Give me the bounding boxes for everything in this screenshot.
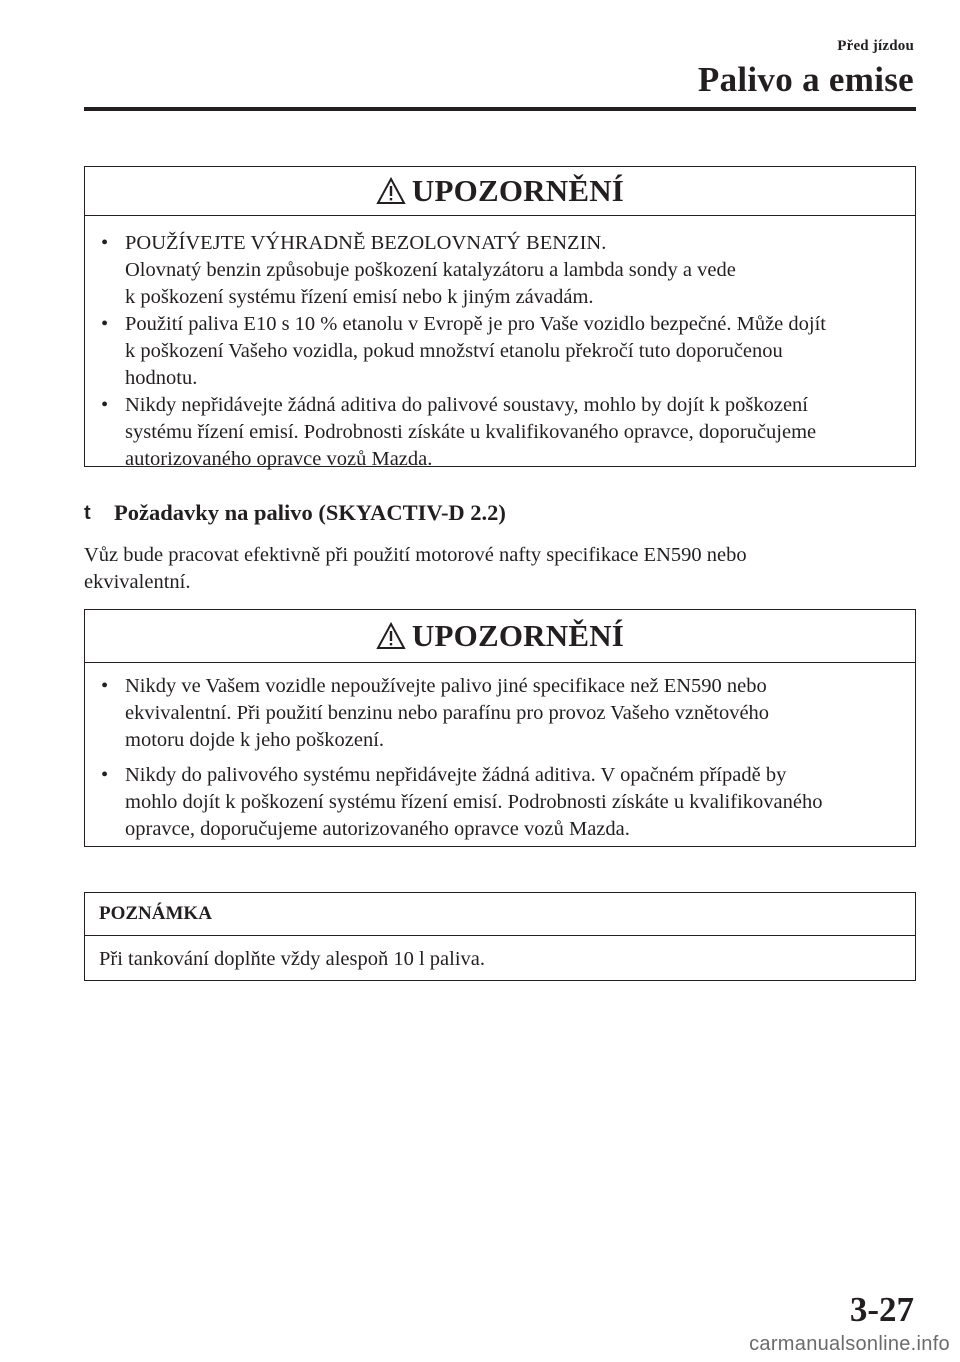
bullet: •: [101, 675, 109, 697]
caution-box-1-title: UPOZORNĚNÍ: [411, 173, 625, 208]
section-marker: t: [84, 501, 91, 524]
warning-icon: [376, 177, 406, 205]
bullet: •: [101, 232, 109, 254]
warning-icon: [376, 622, 406, 650]
caution-box-1-body: [85, 216, 915, 483]
caution-box-2-title: UPOZORNĚNÍ: [411, 618, 625, 653]
list-item: [101, 230, 899, 311]
caution-box-2-header: [85, 610, 915, 663]
header-section-label: Před jízdou: [837, 38, 914, 54]
list-item: [101, 392, 899, 473]
list-item-text: Nikdy do palivového systému nepřidávejte žádná aditiva. V opačném případě by mohlo dojít k poškození systému řízení emisí. Podrobnosti získáte u kvalifikovaného opravce, doporučujeme autorizovaného opravce vozů Mazda.: [125, 764, 823, 840]
caution-box-2-body: [85, 663, 915, 853]
section-heading: [84, 500, 506, 526]
list-item-text: Nikdy ve Vašem vozidle nepoužívejte palivo jiné specifikace než EN590 nebo ekvivalentní. Při použití benzinu nebo parafínu pro provoz Vašeho vznětového motoru dojde k jeho poškození.: [125, 675, 770, 751]
list-item-text: POUŽÍVEJTE VÝHRADNĚ BEZOLOVNATÝ BENZIN. Olovnatý benzin způsobuje poškození katalyzátoru a lambda sondy a vede k poškození systému řízení emisí nebo k jiným závadám.: [125, 232, 736, 308]
list-item: [101, 311, 899, 392]
note-box: [84, 892, 916, 981]
page-title: Palivo a emise: [697, 60, 914, 99]
bullet: •: [101, 313, 109, 335]
list-item: [101, 762, 899, 843]
caution-box-1-header: [85, 167, 915, 216]
page-number: 3-27: [849, 1290, 914, 1329]
section-paragraph: Vůz bude pracovat efektivně při použití motorové nafty specifikace EN590 nebo ekvivalentní.: [84, 544, 747, 593]
list-item-text: Nikdy nepřidávejte žádná aditiva do palivové soustavy, mohlo by dojít k poškození systému řízení emisí. Podrobnosti získáte u kvalifikovaného opravce, doporučujeme autorizovaného opravce vozů Mazda.: [125, 394, 817, 470]
section-heading-text: Požadavky na palivo (SKYACTIV-D 2.2): [114, 500, 506, 525]
header-rule: [84, 107, 916, 111]
list-item: [101, 673, 899, 754]
bullet: •: [101, 764, 109, 786]
note-box-header: POZNÁMKA: [85, 893, 915, 936]
note-box-text: Při tankování doplňte vždy alespoň 10 l paliva.: [99, 948, 486, 970]
caution-box-1: [84, 166, 916, 470]
list-item-text: Použití paliva E10 s 10 % etanolu v Evropě je pro Vaše vozidlo bezpečné. Může dojít k poškození Vašeho vozidla, pokud množství etanolu překročí tuto doporučenou hodnotu.: [125, 313, 826, 389]
watermark: carmanualsonline.info: [749, 1333, 950, 1355]
bullet: •: [101, 394, 109, 416]
caution-box-2: [84, 609, 916, 847]
